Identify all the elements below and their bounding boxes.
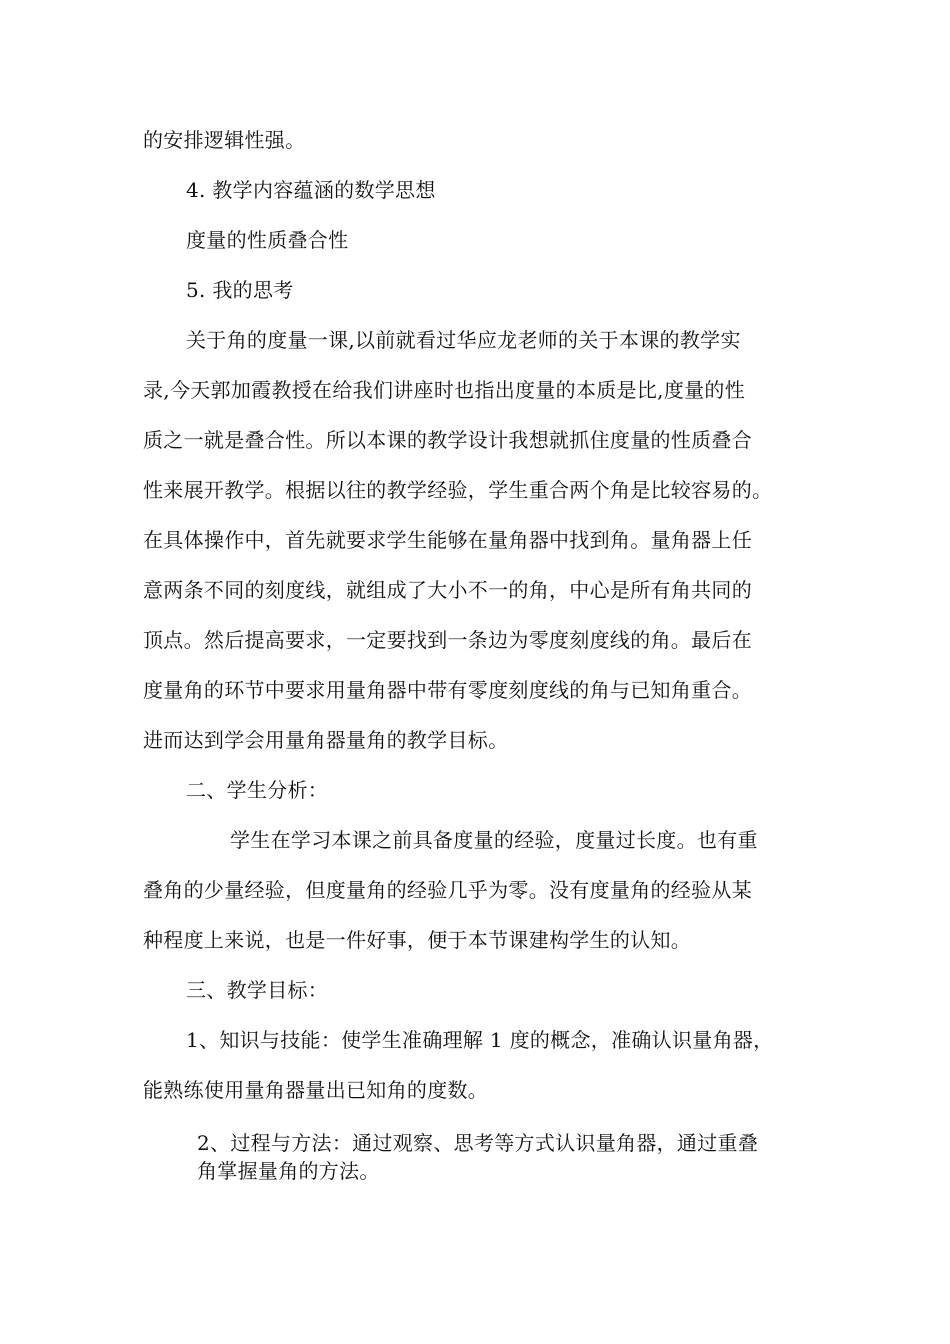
text-line: 2、过程与方法：通过观察、思考等方式认识量角器，通过重叠	[197, 1131, 759, 1155]
section-heading-teaching-thought: 4. 教学内容蕴涵的数学思想	[186, 178, 436, 202]
text-line: 录,今天郭加霞教授在给我们讲座时也指出度量的本质是比,度量的性	[143, 378, 746, 402]
section-heading-teaching-goals: 三、教学目标：	[186, 978, 329, 1002]
text-line: 1、知识与技能：使学生准确理解 1 度的概念，准确认识量角器，	[186, 1028, 774, 1052]
text-line: 能熟练使用量角器量出已知角的度数。	[143, 1078, 489, 1102]
text-line: 顶点。然后提高要求，一定要找到一条边为零度刻度线的角。最后在	[143, 628, 752, 652]
section-heading-student-analysis: 二、学生分析：	[186, 778, 329, 802]
text-line: 角掌握量角的方法。	[197, 1159, 380, 1183]
text-line: 学生在学习本课之前具备度量的经验，度量过长度。也有重	[230, 828, 758, 852]
section-heading-my-thinking: 5. 我的思考	[186, 278, 294, 302]
text-line: 质之一就是叠合性。所以本课的教学设计我想就抓住度量的性质叠合	[143, 428, 752, 452]
text-line: 种程度上来说，也是一件好事，便于本节课建构学生的认知。	[143, 928, 692, 952]
text-line: 关于角的度量一课,以前就看过华应龙老师的关于本课的教学实	[186, 328, 741, 352]
text-line: 意两条不同的刻度线，就组成了大小不一的角，中心是所有角共同的	[143, 578, 752, 602]
text-line: 度量的性质叠合性	[186, 228, 349, 252]
text-line: 度量角的环节中要求用量角器中带有零度刻度线的角与已知角重合。	[143, 678, 752, 702]
text-line: 在具体操作中，首先就要求学生能够在量角器中找到角。量角器上任	[143, 528, 752, 552]
text-line: 叠角的少量经验，但度量角的经验几乎为零。没有度量角的经验从某	[143, 878, 752, 902]
text-line: 的安排逻辑性强。	[143, 128, 306, 152]
text-line: 进而达到学会用量角器量角的教学目标。	[143, 728, 509, 752]
text-line: 性来展开教学。根据以往的教学经验，学生重合两个角是比较容易的。	[143, 478, 773, 502]
